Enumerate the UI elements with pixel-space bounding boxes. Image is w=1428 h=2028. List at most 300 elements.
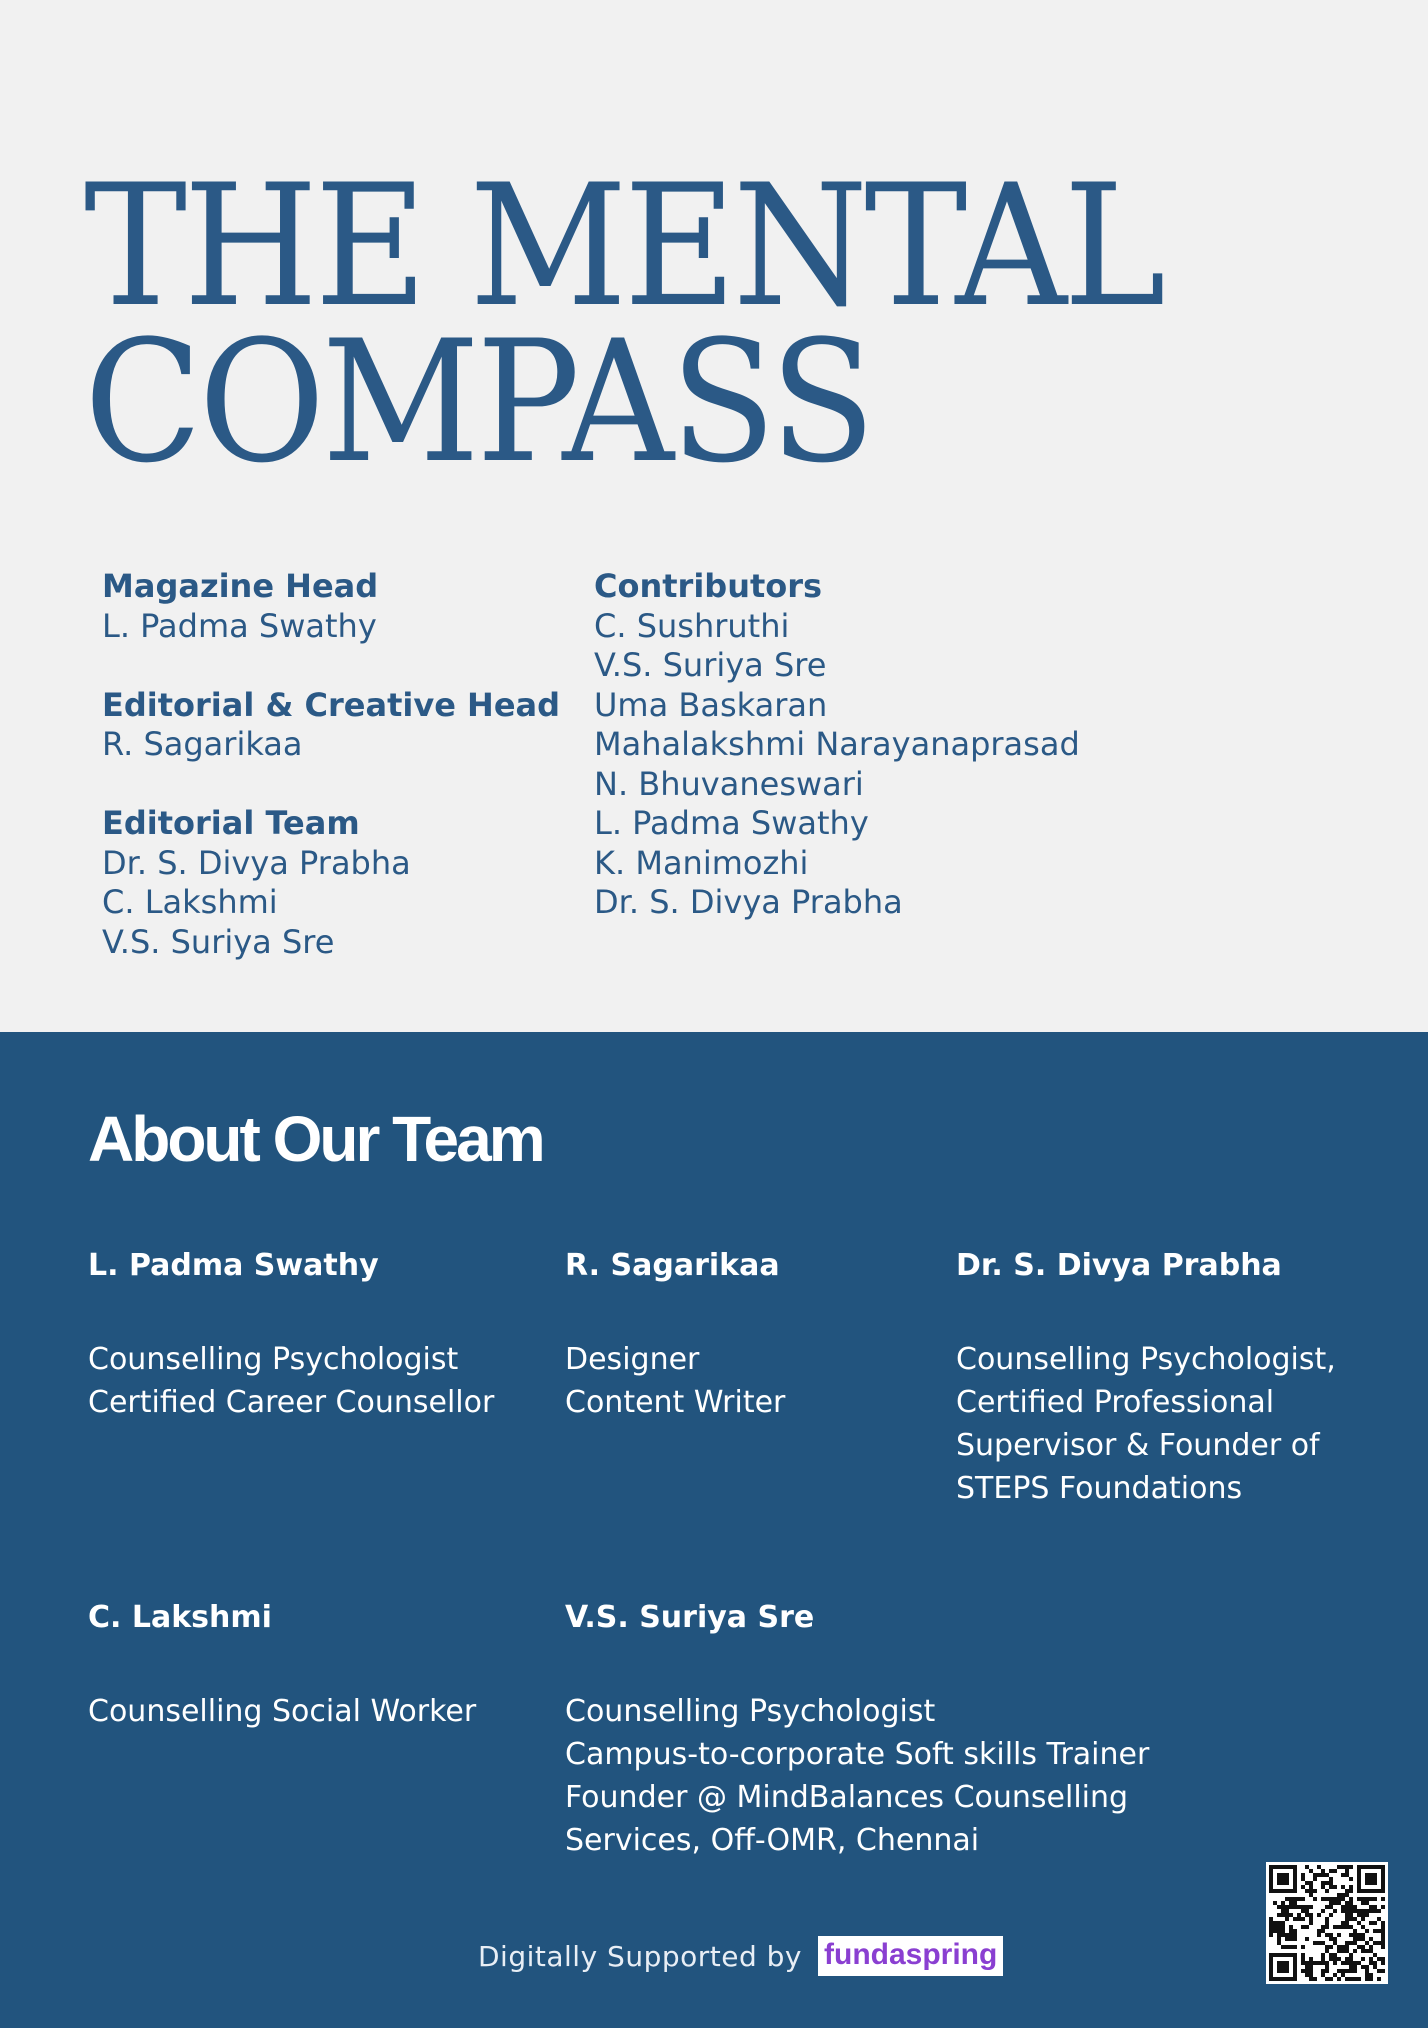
qr-module bbox=[1329, 1937, 1333, 1941]
qr-module bbox=[1369, 1905, 1373, 1909]
qr-module bbox=[1285, 1877, 1289, 1881]
team-member-card bbox=[565, 1246, 785, 1424]
member-name: Dr. S. Divya Prabha bbox=[956, 1248, 1282, 1283]
qr-module bbox=[1309, 1973, 1313, 1977]
qr-module bbox=[1281, 1953, 1285, 1957]
qr-module bbox=[1373, 1865, 1377, 1869]
member-role: Designer bbox=[565, 1342, 700, 1377]
qr-module bbox=[1349, 1977, 1353, 1981]
qr-module bbox=[1365, 1881, 1369, 1885]
qr-module bbox=[1341, 1949, 1345, 1953]
qr-module bbox=[1281, 1913, 1285, 1917]
qr-module bbox=[1285, 1881, 1289, 1885]
qr-module bbox=[1317, 1913, 1321, 1917]
qr-module bbox=[1361, 1957, 1365, 1961]
qr-module bbox=[1313, 1873, 1317, 1877]
qr-module bbox=[1301, 1909, 1305, 1913]
qr-module bbox=[1269, 1921, 1273, 1925]
qr-module bbox=[1381, 1921, 1385, 1925]
qr-module bbox=[1305, 1909, 1309, 1913]
qr-module bbox=[1321, 1957, 1325, 1961]
qr-module bbox=[1345, 1945, 1349, 1949]
qr-module bbox=[1285, 1889, 1289, 1893]
editorial-team-name: Dr. S. Divya Prabha bbox=[102, 843, 411, 882]
qr-module bbox=[1337, 1897, 1341, 1901]
qr-module bbox=[1329, 1905, 1333, 1909]
qr-module bbox=[1269, 1977, 1273, 1981]
qr-module bbox=[1357, 1885, 1361, 1889]
qr-module bbox=[1333, 1869, 1337, 1873]
qr-module bbox=[1285, 1945, 1289, 1949]
qr-module bbox=[1309, 1961, 1313, 1965]
qr-module bbox=[1353, 1965, 1357, 1969]
qr-module bbox=[1353, 1941, 1357, 1945]
qr-module bbox=[1377, 1977, 1381, 1981]
qr-module bbox=[1353, 1937, 1357, 1941]
qr-module bbox=[1381, 1881, 1385, 1885]
qr-module bbox=[1353, 1933, 1357, 1937]
qr-module bbox=[1333, 1925, 1337, 1929]
qr-module bbox=[1289, 1913, 1293, 1917]
contributor-name: N. Bhuvaneswari bbox=[594, 764, 864, 803]
fundaspring-logo[interactable]: fundaspring bbox=[818, 1936, 1003, 1976]
contributor-name: Uma Baskaran bbox=[594, 685, 828, 724]
qr-module bbox=[1369, 1945, 1373, 1949]
qr-module bbox=[1289, 1901, 1293, 1905]
qr-module bbox=[1321, 1897, 1325, 1901]
qr-module bbox=[1277, 1965, 1281, 1969]
member-role: Services, Off-OMR, Chennai bbox=[565, 1823, 980, 1858]
qr-module bbox=[1293, 1969, 1297, 1973]
qr-module bbox=[1353, 1905, 1357, 1909]
qr-module bbox=[1373, 1889, 1377, 1893]
qr-module bbox=[1357, 1877, 1361, 1881]
qr-module bbox=[1349, 1901, 1353, 1905]
qr-module bbox=[1341, 1925, 1345, 1929]
qr-module bbox=[1369, 1949, 1373, 1953]
qr-module bbox=[1349, 1865, 1353, 1869]
qr-module bbox=[1269, 1881, 1273, 1885]
qr-module bbox=[1381, 1957, 1385, 1961]
qr-module bbox=[1305, 1973, 1309, 1977]
qr-module bbox=[1305, 1969, 1309, 1973]
qr-module bbox=[1361, 1889, 1365, 1893]
qr-module bbox=[1381, 1865, 1385, 1869]
qr-module bbox=[1321, 1885, 1325, 1889]
qr-module bbox=[1281, 1961, 1285, 1965]
qr-module bbox=[1381, 1969, 1385, 1973]
qr-module bbox=[1269, 1929, 1273, 1933]
qr-module bbox=[1325, 1965, 1329, 1969]
qr-module bbox=[1281, 1929, 1285, 1933]
qr-module bbox=[1333, 1901, 1337, 1905]
qr-module bbox=[1349, 1925, 1353, 1929]
qr-module bbox=[1305, 1865, 1309, 1869]
qr-module bbox=[1325, 1921, 1329, 1925]
qr-module bbox=[1289, 1977, 1293, 1981]
qr-module bbox=[1357, 1881, 1361, 1885]
qr-module bbox=[1341, 1885, 1345, 1889]
qr-module bbox=[1373, 1941, 1377, 1945]
member-role: Counselling Psychologist bbox=[88, 1342, 459, 1377]
qr-module bbox=[1369, 1881, 1373, 1885]
qr-module bbox=[1361, 1965, 1365, 1969]
qr-module bbox=[1349, 1969, 1353, 1973]
qr-module bbox=[1313, 1977, 1317, 1981]
qr-module bbox=[1357, 1921, 1361, 1925]
qr-module bbox=[1289, 1889, 1293, 1893]
qr-module bbox=[1285, 1933, 1289, 1937]
qr-module bbox=[1365, 1901, 1369, 1905]
qr-module bbox=[1345, 1913, 1349, 1917]
qr-code-icon[interactable] bbox=[1266, 1862, 1388, 1984]
qr-module bbox=[1301, 1953, 1305, 1957]
qr-module bbox=[1345, 1889, 1349, 1893]
qr-module bbox=[1337, 1949, 1341, 1953]
qr-module bbox=[1293, 1897, 1297, 1901]
qr-module bbox=[1357, 1909, 1361, 1913]
qr-module bbox=[1309, 1893, 1313, 1897]
qr-module bbox=[1361, 1933, 1365, 1937]
qr-module bbox=[1325, 1917, 1329, 1921]
qr-module bbox=[1369, 1957, 1373, 1961]
qr-module bbox=[1321, 1925, 1325, 1929]
contributor-name: Dr. S. Divya Prabha bbox=[594, 883, 903, 921]
qr-module bbox=[1305, 1961, 1309, 1965]
qr-module bbox=[1373, 1897, 1377, 1901]
qr-module bbox=[1269, 1869, 1273, 1873]
qr-module bbox=[1281, 1905, 1285, 1909]
qr-module bbox=[1341, 1865, 1345, 1869]
qr-module bbox=[1293, 1957, 1297, 1961]
qr-module bbox=[1281, 1933, 1285, 1937]
qr-module bbox=[1365, 1865, 1369, 1869]
member-role: Counselling Social Worker bbox=[88, 1694, 477, 1729]
qr-module bbox=[1365, 1873, 1369, 1877]
qr-module bbox=[1293, 1917, 1297, 1921]
qr-module bbox=[1345, 1917, 1349, 1921]
qr-module bbox=[1345, 1865, 1349, 1869]
qr-module bbox=[1301, 1897, 1305, 1901]
qr-module bbox=[1349, 1953, 1353, 1957]
contributor-name: K. Manimozhi bbox=[594, 843, 809, 882]
qr-module bbox=[1281, 1873, 1285, 1877]
qr-module bbox=[1285, 1953, 1289, 1957]
qr-module bbox=[1269, 1973, 1273, 1977]
qr-module bbox=[1365, 1877, 1369, 1881]
contributor-name: V.S. Suriya Sre bbox=[594, 646, 827, 684]
qr-module bbox=[1341, 1873, 1345, 1877]
qr-module bbox=[1357, 1937, 1361, 1941]
qr-module bbox=[1373, 1953, 1377, 1957]
qr-module bbox=[1281, 1901, 1285, 1905]
team-member-card bbox=[956, 1246, 1336, 1510]
qr-module bbox=[1349, 1897, 1353, 1901]
member-name: C. Lakshmi bbox=[88, 1600, 272, 1635]
qr-module bbox=[1285, 1965, 1289, 1969]
qr-module bbox=[1329, 1945, 1333, 1949]
supported-by-text: Digitally Supported by bbox=[478, 1939, 802, 1973]
qr-module bbox=[1361, 1949, 1365, 1953]
qr-module bbox=[1365, 1929, 1369, 1933]
qr-module bbox=[1277, 1953, 1281, 1957]
qr-module bbox=[1333, 1973, 1337, 1977]
qr-module bbox=[1277, 1925, 1281, 1929]
qr-module bbox=[1285, 1897, 1289, 1901]
qr-module bbox=[1269, 1965, 1273, 1969]
qr-module bbox=[1357, 1889, 1361, 1893]
qr-module bbox=[1289, 1929, 1293, 1933]
qr-module bbox=[1309, 1881, 1313, 1885]
qr-module bbox=[1369, 1877, 1373, 1881]
qr-module bbox=[1305, 1965, 1309, 1969]
qr-module bbox=[1285, 1917, 1289, 1921]
qr-module bbox=[1361, 1909, 1365, 1913]
qr-module bbox=[1373, 1873, 1377, 1877]
qr-module bbox=[1353, 1969, 1357, 1973]
contributor-name: Mahalakshmi Narayanaprasad bbox=[594, 725, 1080, 763]
qr-module bbox=[1273, 1925, 1277, 1929]
qr-module bbox=[1329, 1933, 1333, 1937]
member-name: L. Padma Swathy bbox=[88, 1248, 379, 1283]
editorial-creative-head-heading: Editorial & Creative Head bbox=[102, 685, 561, 724]
qr-module bbox=[1285, 1937, 1289, 1941]
qr-module bbox=[1321, 1973, 1325, 1977]
qr-module bbox=[1309, 1889, 1313, 1893]
qr-module bbox=[1377, 1941, 1381, 1945]
qr-module bbox=[1269, 1873, 1273, 1877]
qr-module bbox=[1293, 1869, 1297, 1873]
qr-module bbox=[1281, 1965, 1285, 1969]
qr-module bbox=[1377, 1909, 1381, 1913]
qr-module bbox=[1321, 1969, 1325, 1973]
qr-module bbox=[1357, 1961, 1361, 1965]
qr-module bbox=[1273, 1901, 1277, 1905]
qr-module bbox=[1333, 1909, 1337, 1913]
member-role: STEPS Foundations bbox=[956, 1471, 1243, 1506]
qr-module bbox=[1325, 1873, 1329, 1877]
qr-module bbox=[1345, 1909, 1349, 1913]
qr-module bbox=[1349, 1909, 1353, 1913]
editorial-team-name: C. Lakshmi bbox=[102, 883, 278, 921]
qr-module bbox=[1381, 1897, 1385, 1901]
qr-module bbox=[1281, 1921, 1285, 1925]
qr-module bbox=[1317, 1961, 1321, 1965]
qr-module bbox=[1293, 1945, 1297, 1949]
qr-module bbox=[1325, 1905, 1329, 1909]
qr-module bbox=[1373, 1905, 1377, 1909]
qr-module bbox=[1313, 1941, 1317, 1945]
qr-module bbox=[1317, 1941, 1321, 1945]
qr-module bbox=[1309, 1921, 1313, 1925]
qr-module bbox=[1273, 1929, 1277, 1933]
qr-module bbox=[1281, 1969, 1285, 1973]
qr-module bbox=[1269, 1917, 1273, 1921]
qr-module bbox=[1313, 1877, 1317, 1881]
qr-module bbox=[1321, 1961, 1325, 1965]
qr-module bbox=[1317, 1873, 1321, 1877]
qr-module bbox=[1269, 1889, 1273, 1893]
qr-module bbox=[1337, 1865, 1341, 1869]
qr-module bbox=[1329, 1869, 1333, 1873]
qr-module bbox=[1373, 1929, 1377, 1933]
qr-module bbox=[1277, 1933, 1281, 1937]
qr-module bbox=[1357, 1865, 1361, 1869]
qr-module bbox=[1373, 1909, 1377, 1913]
qr-module bbox=[1321, 1881, 1325, 1885]
qr-module bbox=[1377, 1969, 1381, 1973]
qr-module bbox=[1345, 1905, 1349, 1909]
qr-module bbox=[1277, 1969, 1281, 1973]
qr-module bbox=[1293, 1929, 1297, 1933]
qr-module bbox=[1357, 1913, 1361, 1917]
qr-module bbox=[1293, 1961, 1297, 1965]
qr-module bbox=[1349, 1913, 1353, 1917]
qr-module bbox=[1325, 1949, 1329, 1953]
qr-module bbox=[1321, 1869, 1325, 1873]
qr-module bbox=[1293, 1889, 1297, 1893]
qr-module bbox=[1341, 1973, 1345, 1977]
qr-module bbox=[1381, 1889, 1385, 1893]
qr-module bbox=[1273, 1977, 1277, 1981]
qr-module bbox=[1309, 1869, 1313, 1873]
credits-right-column bbox=[594, 567, 1080, 923]
qr-module bbox=[1277, 1961, 1281, 1965]
qr-module bbox=[1349, 1905, 1353, 1909]
qr-module bbox=[1337, 1969, 1341, 1973]
qr-module bbox=[1285, 1865, 1289, 1869]
qr-module bbox=[1329, 1885, 1333, 1889]
qr-module bbox=[1337, 1977, 1341, 1981]
qr-module bbox=[1381, 1925, 1385, 1929]
member-role: Campus-to-corporate Soft skills Trainer bbox=[565, 1737, 1150, 1772]
qr-module bbox=[1277, 1877, 1281, 1881]
qr-module bbox=[1321, 1929, 1325, 1933]
member-role: Counselling Psychologist, bbox=[956, 1342, 1336, 1377]
qr-module bbox=[1333, 1897, 1337, 1901]
qr-module bbox=[1369, 1865, 1373, 1869]
member-role: Certified Professional bbox=[956, 1385, 1275, 1420]
qr-module bbox=[1285, 1913, 1289, 1917]
qr-module bbox=[1381, 1905, 1385, 1909]
qr-module bbox=[1313, 1889, 1317, 1893]
qr-module bbox=[1285, 1873, 1289, 1877]
qr-module bbox=[1349, 1917, 1353, 1921]
qr-module bbox=[1293, 1937, 1297, 1941]
qr-module bbox=[1297, 1897, 1301, 1901]
qr-module bbox=[1281, 1889, 1285, 1893]
qr-module bbox=[1293, 1885, 1297, 1889]
qr-module bbox=[1333, 1961, 1337, 1965]
qr-module bbox=[1293, 1881, 1297, 1885]
qr-module bbox=[1277, 1977, 1281, 1981]
qr-module bbox=[1341, 1961, 1345, 1965]
qr-module bbox=[1329, 1977, 1333, 1981]
qr-module bbox=[1281, 1945, 1285, 1949]
qr-module bbox=[1269, 1877, 1273, 1881]
qr-module bbox=[1357, 1945, 1361, 1949]
qr-module bbox=[1325, 1969, 1329, 1973]
qr-module bbox=[1269, 1925, 1273, 1929]
qr-module bbox=[1281, 1881, 1285, 1885]
qr-module bbox=[1349, 1957, 1353, 1961]
qr-module bbox=[1325, 1961, 1329, 1965]
qr-module bbox=[1365, 1909, 1369, 1913]
qr-module bbox=[1365, 1949, 1369, 1953]
qr-module bbox=[1301, 1969, 1305, 1973]
qr-module bbox=[1345, 1969, 1349, 1973]
qr-module bbox=[1281, 1909, 1285, 1913]
qr-module bbox=[1333, 1937, 1337, 1941]
qr-module bbox=[1381, 1885, 1385, 1889]
qr-module bbox=[1353, 1929, 1357, 1933]
qr-module bbox=[1365, 1897, 1369, 1901]
qr-module bbox=[1289, 1925, 1293, 1929]
qr-module bbox=[1297, 1905, 1301, 1909]
qr-module bbox=[1293, 1905, 1297, 1909]
qr-module bbox=[1289, 1933, 1293, 1937]
qr-module bbox=[1289, 1953, 1293, 1957]
editorial-team-heading: Editorial Team bbox=[102, 804, 360, 842]
qr-module bbox=[1305, 1925, 1309, 1929]
qr-module bbox=[1345, 1893, 1349, 1897]
qr-module bbox=[1369, 1873, 1373, 1877]
qr-module bbox=[1345, 1949, 1349, 1953]
qr-module bbox=[1269, 1865, 1273, 1869]
qr-module bbox=[1345, 1961, 1349, 1965]
qr-module bbox=[1309, 1885, 1313, 1889]
qr-module bbox=[1305, 1937, 1309, 1941]
qr-module bbox=[1269, 1933, 1273, 1937]
qr-module bbox=[1341, 1921, 1345, 1925]
qr-module bbox=[1365, 1977, 1369, 1981]
qr-module bbox=[1281, 1877, 1285, 1881]
qr-module bbox=[1293, 1873, 1297, 1877]
qr-module bbox=[1289, 1905, 1293, 1909]
qr-module bbox=[1277, 1941, 1281, 1945]
contributor-name: L. Padma Swathy bbox=[594, 804, 869, 842]
qr-module bbox=[1357, 1869, 1361, 1873]
qr-module bbox=[1281, 1977, 1285, 1981]
qr-module bbox=[1345, 1957, 1349, 1961]
qr-module bbox=[1337, 1957, 1341, 1961]
qr-module bbox=[1293, 1877, 1297, 1881]
qr-module bbox=[1309, 1957, 1313, 1961]
qr-module bbox=[1321, 1909, 1325, 1913]
qr-module bbox=[1373, 1961, 1377, 1965]
qr-module bbox=[1305, 1881, 1309, 1885]
editorial-team-name: V.S. Suriya Sre bbox=[102, 922, 335, 961]
qr-module bbox=[1285, 1909, 1289, 1913]
qr-module bbox=[1377, 1917, 1381, 1921]
qr-module bbox=[1269, 1953, 1273, 1957]
qr-module bbox=[1301, 1925, 1305, 1929]
qr-module bbox=[1309, 1905, 1313, 1909]
credits-left-column bbox=[102, 567, 560, 962]
qr-module bbox=[1325, 1977, 1329, 1981]
qr-module bbox=[1349, 1885, 1353, 1889]
qr-module bbox=[1373, 1877, 1377, 1881]
qr-module bbox=[1317, 1865, 1321, 1869]
qr-module bbox=[1353, 1977, 1357, 1981]
about-team-section bbox=[0, 1032, 1428, 2028]
qr-module bbox=[1273, 1889, 1277, 1893]
qr-module bbox=[1349, 1889, 1353, 1893]
qr-module bbox=[1361, 1913, 1365, 1917]
qr-module bbox=[1353, 1949, 1357, 1953]
qr-module bbox=[1353, 1961, 1357, 1965]
qr-module bbox=[1293, 1977, 1297, 1981]
